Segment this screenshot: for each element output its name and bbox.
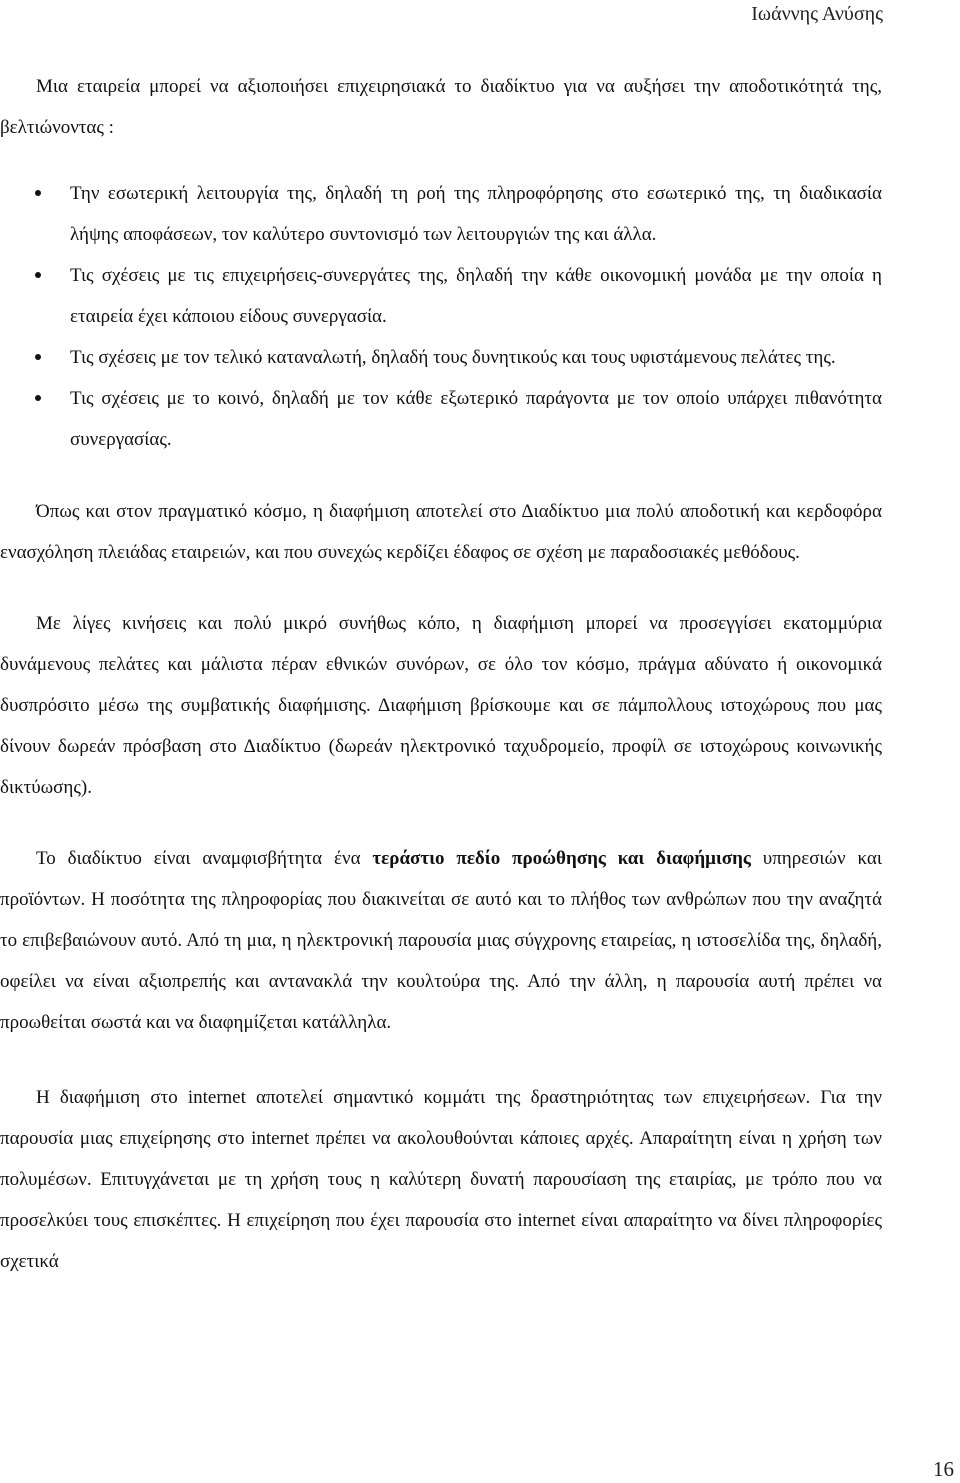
list-item-text: Τις σχέσεις με τις επιχειρήσεις-συνεργάτες της, δηλαδή την κάθε οικονομική μονάδα με την οποία η εταιρεία έχει κάποιου είδους συνεργασία. xyxy=(70,265,882,327)
list-item xyxy=(0,337,882,378)
bullet-icon xyxy=(35,395,41,401)
list-item-text: Την εσωτερική λειτουργία της, δηλαδή τη ροή της πληροφόρησης στο εσωτερικό της, τη διαδικασία λήψης αποφάσεων, τον καλύτερο συντονισμό των λειτουργιών της και άλλα. xyxy=(70,183,882,245)
paragraph-promotion-bold: τεράστιο πεδίο προώθησης και διαφήμισης xyxy=(372,848,751,869)
paragraph-promotion-end: υπηρεσιών και προϊόντων. Η ποσότητα της πληροφορίας που διακινείται σε αυτό και το πλήθος των ανθρώπων που την αναζητά το επιβεβαιώνουν αυτό. Από τη μια, η ηλεκτρονική παρουσία μιας σύγχρονης εταιρείας, η ιστοσελίδα της, δηλαδή, οφείλει να είναι αξιοπρεπής και αντανακλά την κουλτούρα της. Από την άλλη, η παρουσία αυτή πρέπει να προωθείται σωστά και να διαφημίζεται κατάλληλα. xyxy=(0,848,882,1033)
list-item xyxy=(0,173,882,255)
document-body xyxy=(0,66,882,1282)
list-item xyxy=(0,255,882,337)
bullet-icon xyxy=(35,190,41,196)
bullet-list xyxy=(0,173,882,460)
bullet-icon xyxy=(35,272,41,278)
header-author: Ιωάννης Ανύσης xyxy=(751,3,883,25)
paragraph-advertising-intro: Όπως και στον πραγματικό κόσμο, η διαφήμιση αποτελεί στο Διαδίκτυο μια πολύ αποδοτική και κερδοφόρα ενασχόληση πλειάδας εταιρειών, και που συνεχώς κερδίζει έδαφος σε σχέση με παραδοσιακές μεθόδους. xyxy=(0,501,882,563)
bullet-icon xyxy=(35,354,41,360)
paragraph-internet-advertising: Η διαφήμιση στο internet αποτελεί σημαντικό κομμάτι της δραστηριότητας των επιχειρήσεων. Για την παρουσία μιας επιχείρησης στο internet πρέπει να ακολουθούνται κάποιες αρχές. Απαραίτητη είναι η χρήση των πολυμέσων. Επιτυγχάνεται με τη χρήση τους η καλύτερη δυνατή παρουσίαση της εταιρίας, με τρόπο που να προσελκύει τους επισκέπτες. Η επιχείρηση που έχει παρουσία στο internet είναι απαραίτητο να δίνει πληροφορίες σχετικά xyxy=(0,1087,882,1272)
intro-paragraph: Μια εταιρεία μπορεί να αξιοποιήσει επιχειρησιακά το διαδίκτυο για να αυξήσει την αποδοτικότητά της, βελτιώνοντας : xyxy=(0,76,882,138)
paragraph-promotion-start: Το διαδίκτυο είναι αναμφισβήτητα ένα xyxy=(36,848,373,869)
page-number: 16 xyxy=(933,1457,954,1481)
list-item-text: Τις σχέσεις με τον τελικό καταναλωτή, δηλαδή τους δυνητικούς και τους υφιστάμενους πελάτες της. xyxy=(70,347,836,368)
paragraph-reach: Με λίγες κινήσεις και πολύ μικρό συνήθως κόπο, η διαφήμιση μπορεί να προσεγγίσει εκατομμύρια δυνάμενους πελάτες και μάλιστα πέραν εθνικών συνόρων, σε όλο τον κόσμο, πράγμα αδύνατο ή οικονομικά δυσπρόσιτο μέσω της συμβατικής διαφήμισης. Διαφήμιση βρίσκουμε και σε πάμπολλους ιστοχώρους που μας δίνουν δωρεάν πρόσβαση στο Διαδίκτυο (δωρεάν ηλεκτρονικό ταχυδρομείο, προφίλ σε ιστοχώρους κοινωνικής δικτύωσης). xyxy=(0,613,882,798)
list-item-text: Τις σχέσεις με το κοινό, δηλαδή με τον κάθε εξωτερικό παράγοντα με τον οποίο υπάρχει πιθανότητα συνεργασίας. xyxy=(70,388,882,450)
list-item xyxy=(0,378,882,460)
paragraph-promotion xyxy=(0,838,882,1043)
